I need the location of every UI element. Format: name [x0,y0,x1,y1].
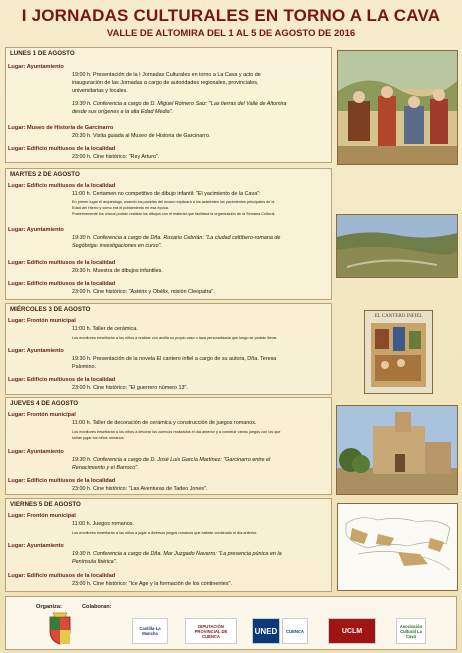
poster-subtitle: VALLE DE ALTOMIRA DEL 1 AL 5 DE AGOSTO DE 2016 [106,28,356,39]
event-lugar: Lugar: Edificio multiusos de la localidad [8,478,116,484]
logo-text: UCLM [341,627,363,635]
event-line: 19:30 h. Conferencia a cargo de D. José Luis García Martínez: "Garcinarro entre el [72,457,271,463]
event-line: desde sus orígenes a la alta Edad Media". [72,109,174,115]
event-note: Edad del Hierro y cómo era el poblamiento en esa época. [72,206,169,210]
event-lugar: Lugar: Museo de Historia de Garcinarro [8,125,114,131]
event-line: 11:00 h. Taller de cerámica. [72,326,138,332]
logo-text: CUENCA [286,628,304,634]
event-lugar: Lugar: Ayuntamiento [8,543,64,549]
event-lugar: Lugar: Edificio multiusos de la localidad [8,377,116,383]
event-line: 11:00 h. Juegos romanos. [72,521,134,527]
event-lugar: Lugar: Frontón municipal [8,412,76,418]
day-4-date: JUEVES 4 DE AGOSTO [10,400,79,407]
event-note: Los monitores enseñarán a los niños a realizar con arcilla su propio vaso o taza personalizada que luego se podrán llevar. [72,336,278,340]
event-note: En primer lugar el arqueólogo, usando los paneles del museo explicará a los asistentes los yacimientos principales de la [72,200,275,204]
event-line: 23:00 h. Cine histórico: "Ice Age y la formación de los continentes". [72,581,232,587]
event-line: Renacimiento y el Barroco". [72,465,139,471]
event-lugar: Lugar: Ayuntamiento [8,64,64,70]
event-lugar: Lugar: Ayuntamiento [8,348,64,354]
event-line: Palomino. [72,364,96,370]
event-line: inauguración de las Jornadas a cargo de autoridades regionales, provinciales, [72,80,259,86]
diputacion-logo [185,618,237,644]
day-2-date: MARTES 2 DE AGOSTO [10,171,80,178]
event-note: Los monitores enseñarán a los niños a jugar a diversos juegos romanos que habrán construido el día anterior. [72,531,258,535]
event-line: 19:30 h. Presentación de la novela El cantero infiel a cargo de su autora, Dña. Teresa [72,356,277,362]
poster-title: I JORNADAS CULTURALES EN TORNO A LA CAVA [21,6,441,25]
association-logo [396,618,426,644]
book-cover-image [364,310,433,394]
castilla-la-mancha-logo [132,618,168,644]
landscape-photo [336,214,458,278]
event-lugar: Lugar: Edificio multiusos de la localidad [8,573,116,579]
day-1-date: LUNES 1 DE AGOSTO [10,50,75,57]
event-line: Segóbriga: investigaciones en curso". [72,243,163,249]
event-lugar: Lugar: Edificio multiusos de la localidad [8,260,116,266]
event-line: 19:30 h. Conferencia a cargo de D. Miguel Romero Saiz: "Las tierras del Valle de Altomira [72,101,287,107]
event-lugar: Lugar: Frontón municipal [8,318,76,324]
event-lugar: Lugar: Edificio multiusos de la localidad [8,146,116,152]
event-line: 11:00 h. Certamen no competitivo de dibujo infantil: "El yacimiento de la Cava": [72,191,261,197]
event-line: 20:30 h. Visita guiada al Museo de Historia de Garcinarro. [72,133,211,139]
event-line: Península Ibérica". [72,559,118,565]
logo-text: Castilla-La Mancha [139,626,161,636]
event-lugar: Lugar: Ayuntamiento [8,449,64,455]
event-note: solían jugar los niños romanos. [72,436,125,440]
logo-text: UNED [254,626,278,636]
colaboran-label: Colaboran: [82,604,112,610]
event-note: Posteriormente los chicos podrán realizar los dibujos con el material que facilitará la organización de la Semana Cultural. [72,212,276,216]
event-lugar: Lugar: Frontón municipal [8,513,76,519]
map-image [337,503,458,591]
day-3-date: MIÉRCOLES 3 DE AGOSTO [10,306,91,313]
event-line: 23:00 h. Cine histórico: "El guerrero número 13". [72,385,188,391]
logo-text: DIPUTACIÓN PROVINCIAL DE CUENCA [194,623,228,639]
uclm-logo [328,618,376,644]
event-line: 19:30 h. Conferencia a cargo de Dña. Rosario Cebrián: "La ciudad celtíbero-romana de [72,235,281,241]
church-photo [336,405,458,495]
event-line: 19:00 h. Presentación de la I Jornadas Culturales en torno a La Cava y acto de [72,72,261,78]
event-lugar: Lugar: Edificio multiusos de la localidad [8,281,116,287]
logo-text: Asociación Cultural La Cava [399,623,423,639]
event-lugar: Lugar: Ayuntamiento [8,227,64,233]
coat-of-arms-icon [47,611,73,645]
event-line: 19:30 h. Conferencia a cargo de Dña. Mar Juzgado Navarro: "La presencia púnica en la [72,551,282,557]
book-cover-title: EL CANTERO INFIEL [374,314,423,319]
event-line: universitarias y locales. [72,88,128,94]
event-line: 11:00 h. Taller de decoración de cerámica y construcción de juegos romanos. [72,420,257,426]
medieval-painting-image [337,50,458,165]
day-5-date: VIERNES 5 DE AGOSTO [10,501,81,508]
uned-logo [252,618,280,644]
event-line: 23:00 h. Cine histórico: "Rey Arturo". [72,154,160,160]
organiza-label: Organiza: [36,604,62,610]
event-note: Los monitores enseñarán a los niños a decorar los cuencos realizados el día anterior y a construir varios juegos con los que [72,430,281,434]
event-line: 23:00 h. Cine histórico: "Astérix y Obélix, misión Cleopatra". [72,289,215,295]
event-line: 20:30 h. Muestra de dibujos infantiles. [72,268,163,274]
event-lugar: Lugar: Edificio multiusos de la localidad [8,183,116,189]
cuenca-logo [282,618,308,644]
event-line: 23:00 h. Cine histórico: "Las Aventuras de Tadeo Jones". [72,486,208,492]
